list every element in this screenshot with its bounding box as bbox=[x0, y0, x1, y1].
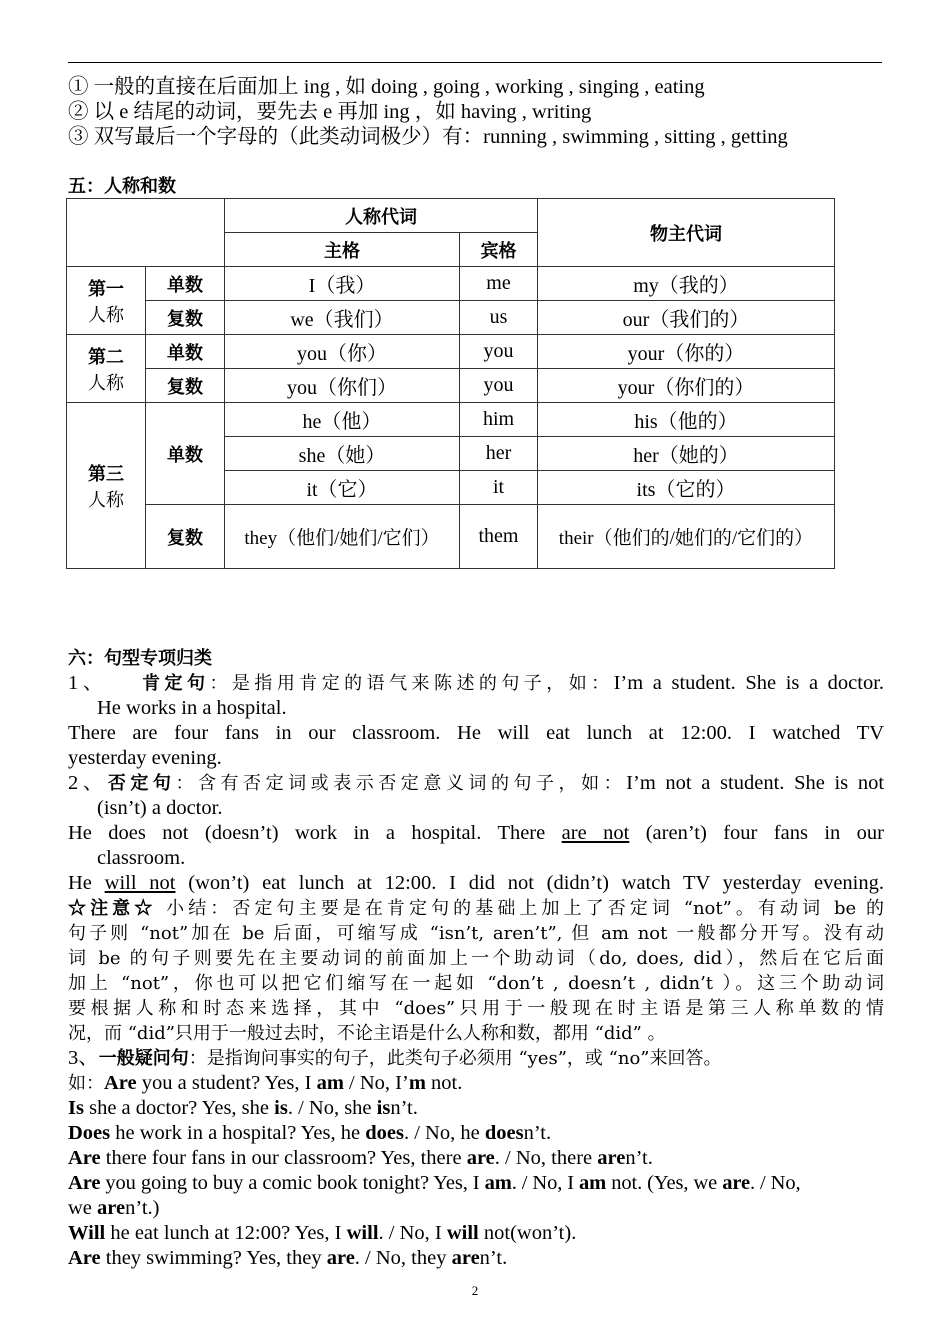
ex-part: am bbox=[579, 1172, 607, 1194]
s3-example-2 bbox=[68, 1096, 884, 1121]
cell-object: them bbox=[460, 505, 538, 569]
s1-ex3: He works in a hospital. bbox=[97, 697, 287, 719]
s1-num: 1、 bbox=[68, 672, 108, 694]
rule-line-2: ② 以 e 结尾的动词，要先去 e 再加 ing ，如 having , writing bbox=[68, 101, 592, 123]
top-rule bbox=[68, 62, 882, 63]
ex-part: am bbox=[316, 1072, 344, 1094]
note-line-5: 要根据人称和时态来选择，其中 “does”只用于一般现在时主语是第三人称单数的情 bbox=[68, 998, 884, 1019]
ex-part: n’t.) bbox=[125, 1197, 160, 1219]
s2-line-1 bbox=[68, 771, 884, 796]
cell-object: you bbox=[460, 369, 538, 403]
s1-ex1: I’m a student. bbox=[613, 672, 736, 694]
s3-def: ：是指询问事实的句子，此类句子必须用 “yes”，或 “no”来回答。 bbox=[188, 1048, 722, 1069]
s2-ex5c: (aren’t) four fans in our bbox=[645, 822, 885, 844]
s1-ex6: I watched TV bbox=[748, 722, 885, 744]
s1-term: 肯定句 bbox=[137, 673, 210, 694]
ex-part: is bbox=[376, 1097, 391, 1119]
ex-part: will bbox=[446, 1222, 479, 1244]
ex-part: not. (Yes, we bbox=[606, 1172, 723, 1194]
header-personal-pronoun: 人称代词 bbox=[225, 199, 538, 233]
cell-object: it bbox=[460, 471, 538, 505]
header-possessive-pronoun: 物主代词 bbox=[538, 199, 835, 267]
cell-possessive: their（他们的/她们的/它们的） bbox=[538, 505, 835, 569]
s1-line-1 bbox=[68, 671, 884, 696]
ex-part: . / No, I bbox=[378, 1222, 447, 1244]
s1-ex7: yesterday evening. bbox=[68, 747, 222, 769]
ex-part: Are bbox=[104, 1072, 137, 1094]
s3-example-3 bbox=[68, 1121, 884, 1146]
header-subject: 主格 bbox=[225, 233, 460, 267]
ex-part: Is bbox=[68, 1097, 84, 1119]
s2-def: ：含有否定词或表示否定意义词的句子，如： bbox=[175, 773, 627, 794]
ex-part: are bbox=[722, 1172, 750, 1194]
cell-possessive: its（它的） bbox=[538, 471, 835, 505]
note-line-4: 加上 “not”，你也可以把它们缩写在一起如 “don’t , doesn’t , didn’t ）。这三个助动词 bbox=[68, 973, 884, 994]
plural-label: 复数 bbox=[146, 505, 225, 569]
ex-part: Will bbox=[68, 1222, 106, 1244]
ex-part: . / No, she bbox=[287, 1097, 377, 1119]
s3-example-1 bbox=[68, 1071, 884, 1096]
s1-line-3 bbox=[68, 721, 884, 746]
s3-example-4 bbox=[68, 1146, 884, 1171]
note-line-2: 句子则 “not”加在 be 后面，可缩写成 “isn’t, aren’t”, 但 am not 一般都分开写。没有动 bbox=[68, 923, 884, 944]
s2-line-5 bbox=[68, 871, 884, 896]
ex-part: . / No, he bbox=[403, 1122, 485, 1144]
ex-part: are bbox=[466, 1147, 495, 1169]
cell-possessive: your（你的） bbox=[538, 335, 835, 369]
s2-ex8: I did not (didn’t) watch TV yesterday evening. bbox=[449, 872, 884, 894]
note-label: ☆注意☆ bbox=[68, 898, 157, 919]
singular-label: 单数 bbox=[146, 403, 225, 505]
s2-ex1: I’m not a student. bbox=[626, 772, 785, 794]
s3-example-5-cont bbox=[68, 1196, 884, 1221]
s1-def: ：是指用肯定的语气来陈述的句子，如： bbox=[209, 673, 614, 694]
ex-part: we bbox=[68, 1197, 98, 1219]
cell-subject: you（你们） bbox=[225, 369, 460, 403]
s3-ru: 如： bbox=[68, 1073, 104, 1094]
ex-part: Are bbox=[68, 1247, 101, 1269]
first-person-cell bbox=[67, 267, 146, 335]
ex-part: / No, I’ bbox=[343, 1072, 409, 1094]
s2-ex6: classroom. bbox=[97, 847, 186, 869]
s2-ex3: (isn’t) a doctor. bbox=[97, 797, 223, 819]
cell-subject: he（他） bbox=[225, 403, 460, 437]
header-object: 宾格 bbox=[460, 233, 538, 267]
cell-subject: you（你） bbox=[225, 335, 460, 369]
ex-part: . / No, I bbox=[511, 1172, 580, 1194]
s1-ex5: He will eat lunch at 12:00. bbox=[457, 722, 733, 744]
ex-part: are bbox=[451, 1247, 480, 1269]
ex-part: n’t. bbox=[479, 1247, 508, 1269]
ex-part: is bbox=[274, 1097, 288, 1119]
ex-part: does bbox=[365, 1122, 404, 1144]
ex-part: does bbox=[484, 1122, 524, 1144]
cell-object: her bbox=[460, 437, 538, 471]
s3-num: 3、 bbox=[68, 1047, 99, 1069]
cell-subject: we（我们） bbox=[225, 301, 460, 335]
s2-ex5a: There bbox=[497, 822, 546, 844]
s3-example-6 bbox=[68, 1221, 884, 1246]
person-label: 人称 bbox=[88, 372, 124, 394]
pronoun-table bbox=[66, 198, 835, 569]
plural-label: 复数 bbox=[146, 301, 225, 335]
s3-example-7 bbox=[68, 1246, 884, 1271]
ex-part: m bbox=[408, 1072, 426, 1094]
ex-part: Are bbox=[68, 1172, 101, 1194]
ex-part: she a doctor? Yes, she bbox=[83, 1097, 275, 1119]
cell-subject: I（我） bbox=[225, 267, 460, 301]
ex-part: am bbox=[484, 1172, 512, 1194]
plural-label: 复数 bbox=[146, 369, 225, 403]
ex-part: Are bbox=[68, 1147, 101, 1169]
cell-possessive: her（她的） bbox=[538, 437, 835, 471]
ex-part: you going to buy a comic book tonight? Yes, I bbox=[100, 1172, 485, 1194]
note-line-6: 况，而 “did”只用于一般过去时，不论主语是什么人称和数，都用 “did” 。 bbox=[68, 1023, 666, 1044]
s2-ex5b: are not bbox=[561, 822, 630, 844]
ex-part: he work in a hospital? Yes, he bbox=[110, 1122, 366, 1144]
person-label: 人称 bbox=[88, 489, 124, 511]
note-line-1 bbox=[68, 896, 884, 921]
ex-part: . / No, bbox=[749, 1172, 801, 1194]
cell-possessive: our（我们的） bbox=[538, 301, 835, 335]
s2-num: 2、 bbox=[68, 772, 108, 794]
cell-subject: she（她） bbox=[225, 437, 460, 471]
ex-part: you a student? Yes, I bbox=[136, 1072, 317, 1094]
s2-ex7c: (won’t) eat lunch at 12:00. bbox=[188, 872, 437, 894]
ex-part: they swimming? Yes, they bbox=[100, 1247, 327, 1269]
third-label: 第三 bbox=[88, 463, 124, 485]
ex-part: n’t. bbox=[523, 1122, 552, 1144]
ex-part: are bbox=[597, 1147, 626, 1169]
ex-part: will bbox=[346, 1222, 379, 1244]
cell-subject: they（他们/她们/它们） bbox=[225, 505, 460, 569]
s2-ex2: She is not bbox=[794, 772, 885, 794]
rule-line-3: ③ 双写最后一个字母的（此类动词极少）有：running , swimming , sitting , getting bbox=[68, 126, 788, 148]
ex-part: n’t. bbox=[625, 1147, 653, 1169]
ex-part: are bbox=[97, 1197, 126, 1219]
cell-object: him bbox=[460, 403, 538, 437]
cell-possessive: my（我的） bbox=[538, 267, 835, 301]
s2-ex7a: He bbox=[68, 872, 92, 894]
ex-part: . / No, they bbox=[354, 1247, 452, 1269]
ex-part: . / No, there bbox=[494, 1147, 598, 1169]
ex-part: there four fans in our classroom? Yes, there bbox=[100, 1147, 467, 1169]
ex-part: not. bbox=[425, 1072, 463, 1094]
s2-term: 否定句 bbox=[107, 773, 176, 794]
section-6-title: 六：句型专项归类 bbox=[68, 648, 212, 669]
ex-part: are bbox=[326, 1247, 355, 1269]
s3-term: 一般疑问句 bbox=[98, 1048, 189, 1069]
cell-subject: it（它） bbox=[225, 471, 460, 505]
ex-part: Does bbox=[68, 1122, 111, 1144]
section-5-title: 五：人称和数 bbox=[68, 176, 176, 197]
s3-example-5 bbox=[68, 1171, 884, 1196]
second-label: 第二 bbox=[88, 346, 124, 368]
cell-possessive: your（你们的） bbox=[538, 369, 835, 403]
cell-object: us bbox=[460, 301, 538, 335]
note-line-3: 词 be 的句子则要先在主要动词的前面加上一个助动词（do, does, did），然后在它后面 bbox=[68, 948, 884, 969]
note-l1: 小结：否定句主要是在肯定句的基础上加上了否定词 “not”。有动词 be 的 bbox=[166, 898, 885, 919]
second-person-cell bbox=[67, 335, 146, 403]
person-label: 人称 bbox=[88, 304, 124, 326]
s2-ex7b: will not bbox=[104, 872, 176, 894]
cell-object: you bbox=[460, 335, 538, 369]
third-person-cell bbox=[67, 403, 146, 569]
page-number: 2 bbox=[471, 1283, 479, 1298]
cell-possessive: his（他的） bbox=[538, 403, 835, 437]
s2-ex4: He does not (doesn’t) work in a hospital. bbox=[68, 822, 482, 844]
ex-part: not(won’t). bbox=[478, 1222, 577, 1244]
s2-line-3 bbox=[68, 821, 884, 846]
rule-line-1: ① 一般的直接在后面加上 ing , 如 doing , going , working , singing , eating bbox=[68, 76, 705, 98]
singular-label: 单数 bbox=[146, 267, 225, 301]
s3-heading bbox=[68, 1046, 884, 1071]
s1-ex2: She is a doctor. bbox=[745, 672, 885, 694]
cell-object: me bbox=[460, 267, 538, 301]
ex-part: n’t. bbox=[390, 1097, 418, 1119]
first-label: 第一 bbox=[88, 278, 124, 300]
s1-ex4: There are four fans in our classroom. bbox=[68, 722, 441, 744]
singular-label: 单数 bbox=[146, 335, 225, 369]
ex-part: he eat lunch at 12:00? Yes, I bbox=[105, 1222, 347, 1244]
table-corner bbox=[67, 199, 225, 267]
